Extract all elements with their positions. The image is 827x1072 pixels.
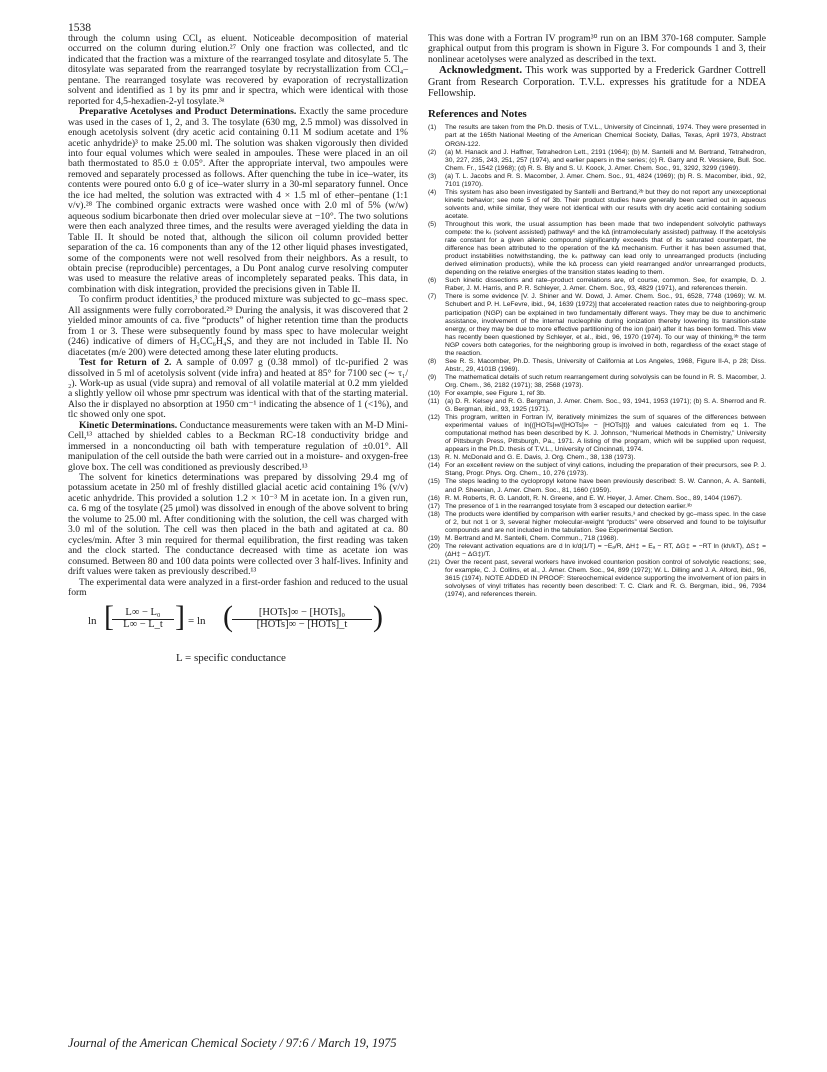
reference-item	[428, 189, 766, 221]
reference-text: The presence of 1 in the rearranged tosylate from 3 escaped our detection earlier.³ᵇ	[445, 502, 692, 510]
reference-text: R. N. McDonald and G. E. Davis, J. Org. Chem., 38, 138 (1973).	[445, 454, 636, 462]
reference-text: This system has also been investigated by Santelli and Bertrand,²ᵇ but they do not report any unexceptional kinetic behavior; see note 5 of ref 3b. Their product studies have generally been carried out in aqueous solvents and, while similar, they were not identical with our results with dry acetic acid containing sodium acetate.	[445, 188, 766, 220]
reference-item	[428, 293, 766, 357]
section-heading: Test for Return of 2.	[79, 357, 172, 369]
section-heading: Preparative Acetolyses and Product Determinations.	[79, 106, 297, 118]
reference-number: (7)	[428, 293, 437, 301]
reference-item	[428, 462, 766, 478]
reference-text: The mathematical details of such return rearrangement during solvolysis can be found in R. S. Macomber, J. Org. Chem., 36, 2182 (1971); 38, 2568 (1973).	[445, 373, 766, 389]
reference-number: (11)	[428, 398, 440, 406]
paragraph-6: The solvent for kinetics determinations was prepared by dissolving 29.4 mg of potassium acetate in 250 ml of freshly distilled glacial acetic acid containing 1% (v/v) acetic anhydride. This provided a solution 1.2 × 10⁻³ M in acetate ion. In a given run, ca. 6 mg of the tosylate (25 μmol) was dissolved in enough of the above solvent to bring the volume to 25.00 ml. After conditioning with the solution, the cell was charged with 3.0 ml of the solution. The cell was then placed in the bath and agitated at ca. 80 cycles/min. After 3 min required for thermal equilibration, the first reading was taken and the clock started. The conductance decreased with time as acetate ion was consumed. Between 80 and 100 data points were collected over 3 half-lives. Infinity and drift values were taken as previously described.¹³	[68, 472, 408, 578]
reference-number: (3)	[428, 172, 437, 180]
paragraph-text: Exactly the same procedure was used in the cases of 1, 2, and 3. The tosylate (630 mg, 2.5 mmol) was dissolved in enough acetolysis solvent (dry acetic acid containing 0.11 M sodium acetate and 1% acetic anhydride)³ to make 25.00 ml. The solution was shaken vigorously then divided into four equal volumes which were sealed in ampoules. These were placed in an oil bath thermostated to 85.0 ± 0.05°. After the appropriate interval, two ampoules were removed and separately processed as follows. After quenching the tube in ice–water, its contents were poured onto 6.0 g of ice–water slurry in a 30-ml separatory funnel. Once the ice had melted, the solution was extracted with 4 × 1.5 ml of ether–pentane (1:1 v/v).²⁸ The combined organic extracts were washed once with 2.0 ml of 5% (w/w) aqueous sodium bicarbonate then dried over molecular sieve at −10°. The two solutions were then each analyzed three times, and the results were averaged yielding the data in Table II. It should be noted that, although the silicon oil column provided better separation of the ca. 16 components than any of the 12 other liquid phases investigated, some of the components were not well resolved from their neighbors. As a result, to obtain precise (reproducible) percentages, a Du Pont analog curve resolving computer was used to measure the relative areas of incompletely separated peaks. This data, in combination with disk integration, provided the precisions given in Table II.	[68, 106, 409, 295]
reference-text: Throughout this work, the usual assumption has been made that two independent solvolytic pathways compete: the kₛ (solvent assisted) pathway⁶ and the kΔ (intramolecularly assisted) pathway. If the acetolysis rate constant for a given allenic compound significantly exceeds that of its saturated counterpart, the difference has been attributed to the operation of the kΔ mechanism. Further it has been assumed that, product instabilities notwithstanding, the kₛ pathway can lead only to unrearranged products (including derived elimination products), while the kΔ process can yield rearranged and/or unrearranged products, depending on the relative energies of the transition states leading to them.	[445, 220, 766, 277]
eq-left-denominator: L∞ − L_t	[123, 618, 163, 630]
paragraph-3: To confirm product identities,³ the produced mixture was subjected to gc–mass spec. All assignments were fully corroborated.²⁹ During the analysis, it was discovered that 2 yielded minor amounts of ca. five “products” of higher retention time than the products from 1 or 3. These were subsequently found by mass spec to have molecular weight (246) indicative of dimers of H₃CC₆H₄S, and they are not included in Table II. No diacetates (m/e 200) were detected among these later eluting products.	[68, 294, 408, 358]
reference-text: (a) M. Hanack and J. Haffner, Tetrahedron Lett., 2191 (1964); (b) M. Santelli and M. Bertrand, Tetrahedron, 30, 227, 235, 243, 251, 257 (1974), and earlier papers in the series; (c) R. Garry and R. Vessiere, Bull. Soc. Chem. Fr., 1542 (1968); (d) R. S. Bly and S. U. Koock, J. Amer. Chem. Soc., 91, 3292, 3299 (1969).	[445, 148, 766, 172]
reference-text: The results are taken from the Ph.D. thesis of T.V.L., University of Cincinnati, 1974. They were presented in part at the 165th National Meeting of the American Chemical Society, Dallas, Texas, April 1973, Abstract ORGN-122.	[445, 124, 766, 148]
reference-text: M. Bertrand and M. Santelli, Chem. Commun., 718 (1968).	[445, 534, 619, 542]
paragraph-1: through the column using CCl₄ as eluent. Noticeable decomposition of material occurred on the column during elution.²⁷ Only one fraction was collected, and tlc indicated that the fraction was a mixture of the rearranged tosylate and ditosylate 5. The ditosylate was separated from the rearranged tosylate by recrystallization from CCl₄–pentane. The rearranged tosylate was recovered by evaporation of recrystallization solvent and identified as 1 by its pmr and ir spectra, which were identical with those reported for 4,5-hexadien-2-yl tosylate.³ᵃ	[68, 33, 408, 107]
reference-item	[428, 398, 766, 414]
reference-item	[428, 374, 766, 390]
reference-item	[428, 358, 766, 374]
paragraph-text: A sample of 0.097 g (0.38 mmol) of tlc-purified 2 was dissolved in 5 ml of acetolysis solvent (vide infra) and heated at 85° for 7100 sec (∼ τ₁/₂). Work-up as usual (vide supra) and removal of all volatile material at 0.2 mm yielded a slightly yellow oil whose pmr spectrum was identical with that of the starting material. Also the ir displayed no absorption at 1950 cm⁻¹ indicating the absence of 1 (<1%), and tlc showed only one spot.	[68, 357, 409, 421]
reference-item	[428, 535, 766, 543]
eq-definition: L = specific conductance	[176, 652, 286, 665]
reference-item	[428, 124, 766, 148]
reference-number: (10)	[428, 389, 440, 397]
reference-number: (20)	[428, 542, 440, 550]
reference-number: (5)	[428, 220, 437, 228]
eq-ln-left: ln	[88, 615, 97, 628]
eq-bracket: [	[104, 600, 114, 634]
reference-text: For example, see Figure 1, ref 3b.	[445, 389, 546, 397]
reference-number: (2)	[428, 148, 437, 156]
reference-text: For an excellent review on the subject of vinyl cations, including the preparation of their precursors, see P. J. Stang, Progr. Phys. Org. Chem., 10, 276 (1973).	[445, 462, 766, 478]
paragraph-7: The experimental data were analyzed in a first-order fashion and reduced to the usual form	[68, 576, 408, 599]
reference-item	[428, 454, 766, 462]
paragraph-5	[68, 421, 408, 473]
reference-number: (9)	[428, 373, 437, 381]
eq-right-fraction	[232, 608, 372, 630]
reference-item	[428, 559, 766, 599]
reference-text: There is some evidence [V. J. Shiner and W. Dowd, J. Amer. Chem. Soc., 91, 6528, 7748 (1969); W. M. Schubert and P. H. LeFevre, ibid., 94, 1639 (1972)] that accelerated reaction rates due to neighboring-group participation (NGP) can be explained in two fundamentally different ways. They may be due to anchimeric assistance, involvement of the internal nucleophile during ionization thereby lowering its transition-state energy, or they may be due to more effective partitioning of the ion (pair) after it has been formed. This view has recently been questioned by Schleyer, et al., ibid., 96, 1970 (1974). To our way of thinking,³ᵇ the term NGP covers both categories, for the neighboring group is involved in both, regardless of the exact stage of the reaction.	[445, 293, 766, 357]
reference-item	[428, 414, 766, 454]
reference-text: This program, written in Fortran IV, iteratively minimizes the sum of squares of the differences between experimental values of ln{([HOTs]∞/([HOTs]∞ − [HOTs]t)} and values calculated from eq 1. The computational method has been described by K. J. Johnson, “Numerical Methods in Chemistry,” University of Pittsburgh Press, Pittsburgh, Pa., 1971. A listing of the program, which will be supplied upon request, appears in the Ph.D. thesis of T.V.L., University of Cincinnati, 1974.	[445, 414, 766, 454]
reference-number: (16)	[428, 494, 440, 502]
reference-number: (17)	[428, 502, 440, 510]
reference-item	[428, 149, 766, 173]
eq-bracket: ]	[175, 600, 185, 634]
reference-text: See R. S. Macomber, Ph.D. Thesis, University of California at Los Angeles, 1968, Figure II-A, p 28; Diss. Abstr., 29, 4101B (1969).	[445, 357, 766, 373]
section-heading: Kinetic Determinations.	[79, 419, 178, 431]
eq-left-fraction	[112, 608, 174, 630]
eq-paren: )	[373, 600, 383, 634]
reference-item	[428, 221, 766, 277]
reference-item	[428, 511, 766, 535]
right-column	[428, 34, 766, 599]
reference-number: (6)	[428, 277, 437, 285]
paragraph-2	[68, 107, 408, 295]
references-list	[428, 124, 766, 599]
reference-text: The products were identified by comparison with earlier results,³ and checked by gc–mass spec. In the case of 2, but not 1 or 3, several higher molecular-weight “products” were observed and found to be tolylsulfur compounds and are not included in the tabulation. See Experimental Section.	[445, 510, 766, 534]
left-column	[68, 34, 408, 664]
eq-right-numerator: [HOTs]∞ − [HOTs]₀	[232, 608, 372, 619]
reference-text: R. M. Roberts, R. G. Landolt, R. N. Greene, and E. W. Heyer, J. Amer. Chem. Soc., 89, 1404 (1967).	[445, 494, 742, 502]
eq-equals-ln: = ln	[188, 615, 206, 628]
reference-item	[428, 503, 766, 511]
reference-number: (19)	[428, 534, 440, 542]
page-number: 1538	[68, 22, 91, 34]
reference-number: (1)	[428, 124, 437, 132]
reference-text: (a) D. R. Kelsey and R. G. Bergman, J. Amer. Chem. Soc., 93, 1941, 1953 (1971); (b) S. A. Sherrod and R. G. Bergman, ibid., 93, 1925 (1971).	[445, 398, 766, 414]
eq-paren: (	[223, 600, 233, 634]
reference-number: (12)	[428, 414, 440, 422]
journal-footer: Journal of the American Chemical Society / 97:6 / March 19, 1975	[68, 1036, 397, 1050]
eq-left-numerator: L∞ − L₀	[112, 608, 174, 619]
reference-item	[428, 390, 766, 398]
paragraph-4	[68, 358, 408, 421]
reference-item	[428, 543, 766, 559]
reference-number: (15)	[428, 478, 440, 486]
ack-heading: Acknowledgment.	[439, 64, 523, 77]
reference-text: Such kinetic dissections and rate–product correlations are, of course, common. See, for example, D. J. Raber, J. M. Harris, and P. R. Schleyer, J. Amer. Chem. Soc., 93, 4829 (1971), and references therein.	[445, 277, 766, 293]
reference-number: (13)	[428, 454, 440, 462]
acknowledgment	[428, 65, 766, 99]
reference-text: (a) T. L. Jacobs and R. S. Macomber, J. Amer. Chem. Soc., 91, 4824 (1969); (b) R. S. Macomber, ibid., 92, 7101 (1970).	[445, 172, 766, 188]
reference-number: (4)	[428, 188, 437, 196]
reference-number: (21)	[428, 558, 440, 566]
reference-item	[428, 495, 766, 503]
reference-text: Over the recent past, several workers have invoked counterion position control of solvolytic reactions; see, for example, C. J. Collins, et al., J. Amer. Chem. Soc., 94, 899 (1972); W. L. Dilling and J. A. Alford, ibid., 96, 3615 (1974). NOTE ADDED IN PROOF: Stereochemical evidence supporting the involvement of ion pairs in solvolyses of vinyl triflates has recently been described: T. C. Clark and R. G. Bergman, ibid., 96, 7934 (1974), and references therein.	[445, 558, 766, 599]
reference-number: (18)	[428, 510, 440, 518]
reference-item	[428, 277, 766, 293]
reference-number: (8)	[428, 357, 437, 365]
ack-text: This work was supported by a Frederick Gardner Cottrell Grant from Research Corporation. T.V.L. expresses his gratitude for a NDEA Fellowship.	[428, 65, 766, 99]
equation-1	[68, 600, 408, 652]
eq-right-denominator: [HOTs]∞ − [HOTs]_t	[256, 618, 348, 630]
reference-item	[428, 478, 766, 494]
references-heading: References and Notes	[428, 107, 527, 120]
right-intro: This was done with a Fortran IV program³⁰ run on an IBM 370-168 computer. Sample graphical output from this program is shown in Figure 3. For compounds 1 and 3, their nonlinear acetolyses were analyzed as described in the text.	[428, 33, 766, 65]
reference-number: (14)	[428, 462, 440, 470]
paragraph-text: Conductance measurements were taken with an M-D Mini-Cell,¹³ attached by shielded cables to a Beckman RC-18 conductivity bridge and immersed in a nonconducting oil bath with temperature regulation of ±0.01°. All manipulation of the cell outside the bath were carried out in a moisture- and oxygen-free glove box. The cell was conditioned as previously described.¹³	[68, 419, 408, 473]
reference-item	[428, 173, 766, 189]
reference-text: The relevant activation equations are d ln k/d(1/T) = −Eₐ/R, ΔH‡ = Eₐ − RT, ΔG‡ = −RT ln (kh/kT), ΔS‡ = (ΔH‡ − ΔG‡)/T.	[445, 542, 766, 558]
reference-text: The steps leading to the cyclopropyl ketone have been previously described: S. W. Cannon, A. A. Santelli, and P. Sheenian, J. Amer. Chem. Soc., 81, 1660 (1959).	[445, 478, 766, 494]
